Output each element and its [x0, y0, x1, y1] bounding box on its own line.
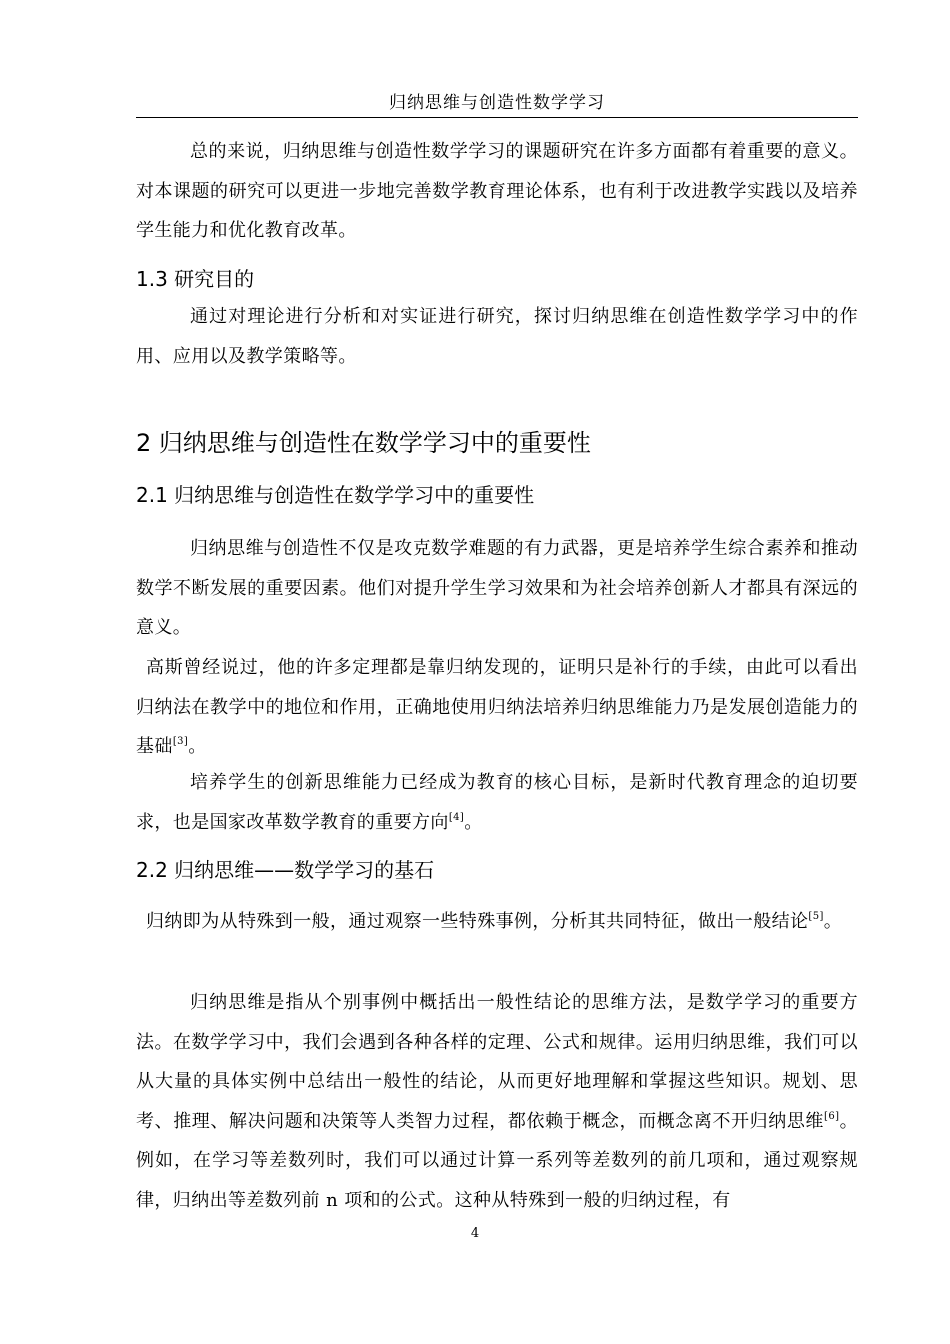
citation-3: [3] [172, 736, 189, 747]
paragraph-2-2-a-end: 。 [823, 911, 843, 932]
paragraph-summary: 总的来说，归纳思维与创造性数学学习的课题研究在许多方面都有着重要的意义。对本课题的研究可以更进一步地完善数学教育理论体系，也有利于改进教学实践以及培养学生能力和优化教育改革。 [136, 141, 858, 241]
paragraph-2-2-b [136, 983, 858, 1220]
paragraph-2-1-c-text: 培养学生的创新思维能力已经成为教育的核心目标，是新时代教育理念的迫切要求，也是国家改革数学教育的重要方向 [136, 772, 858, 833]
paragraph-2-2-a [136, 902, 858, 942]
heading-2-1: 2.1 归纳思维与创造性在数学学习中的重要性 [136, 483, 535, 507]
page-number: 4 [470, 1226, 480, 1241]
citation-4: [4] [448, 811, 465, 823]
heading-1-3: 1.3 研究目的 [136, 267, 255, 291]
heading-2: 2 归纳思维与创造性在数学学习中的重要性 [136, 429, 591, 457]
paragraph-2-2-a-text: 归纳即为从特殊到一般，通过观察一些特殊事例，分析其共同特征，做出一般结论 [146, 911, 809, 932]
heading-2-2: 2.2 归纳思维——数学学习的基石 [136, 858, 435, 882]
paragraph-2-1-c [136, 763, 858, 842]
citation-6: [6] [824, 1110, 840, 1122]
paragraph-1-3: 通过对理论进行分析和对实证进行研究，探讨归纳思维在创造性数学学习中的作用、应用以及教学策略等。 [136, 306, 858, 367]
citation-5: [5] [808, 911, 824, 922]
paragraph-2-1-b-text: 高斯曾经说过，他的许多定理都是靠归纳发现的，证明只是补行的手续，由此可以看出归纳法在教学中的地位和作用，正确地使用归纳法培养归纳思维能力乃是发展创造能力的基础 [136, 657, 858, 757]
paragraph-2-1-a: 归纳思维与创造性不仅是攻克数学难题的有力武器，更是培养学生综合素养和推动数学不断发展的重要因素。他们对提升学生学习效果和为社会培养创新人才都具有深远的意义。 [136, 538, 858, 638]
paragraph-2-1-b-end: 。 [188, 736, 207, 757]
paragraph-2-1-b [136, 648, 858, 767]
running-header: 归纳思维与创造性数学学习 [389, 93, 605, 113]
paragraph-2-1-c-end: 。 [464, 811, 483, 833]
header-rule [136, 117, 858, 118]
paragraph-2-2-b-text: 归纳思维是指从个别事例中概括出一般性结论的思维方法，是数学学习的重要方法。在数学学习中，我们会遇到各种各样的定理、公式和规律。运用归纳思维，我们可以从大量的具体实例中总结出一般性的结论，从而更好地理解和掌握这些知识。规划、思考、推理、解决问题和决策等人类智力过程，都依赖于概念，而概念离不开归纳思维 [136, 992, 858, 1132]
paragraph-2-2-b-end: 。例如，在学习等差数列时，我们可以通过计算一系列等差数列的前几项和，通过观察规律，归纳出等差数列前 n 项和的公式。这种从特殊到一般的归纳过程，有 [136, 1110, 859, 1211]
